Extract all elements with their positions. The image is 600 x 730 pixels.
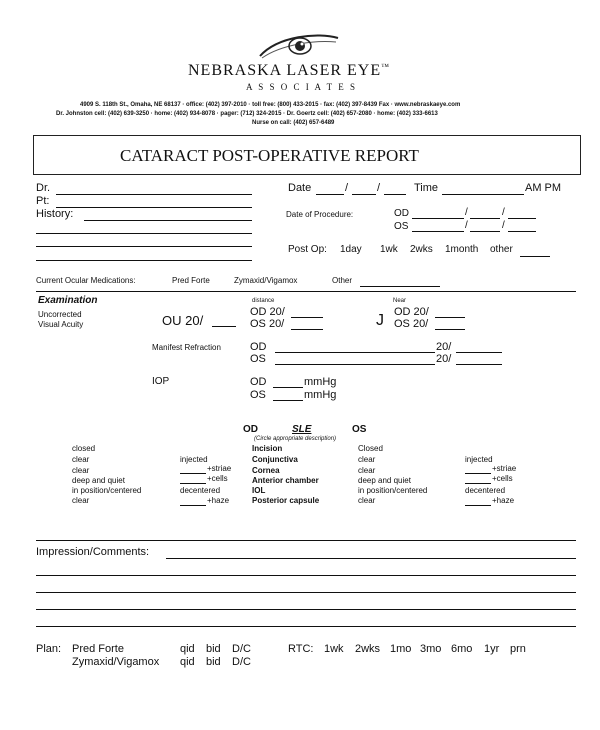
plan-med-zymaxid: Zymaxid/Vigamox: [72, 656, 160, 668]
sle-od-cells[interactable]: +cells: [207, 474, 228, 483]
medication-other-field[interactable]: [360, 286, 440, 287]
date-slash-1: /: [345, 182, 349, 194]
plan-pred-bid[interactable]: bid: [206, 643, 221, 655]
sle-os-normal-1[interactable]: clear: [358, 455, 376, 464]
plan-zym-dc[interactable]: D/C: [232, 656, 251, 668]
plan-zym-bid[interactable]: bid: [206, 656, 221, 668]
iop-od-field[interactable]: [273, 387, 303, 388]
impression-field-4[interactable]: [36, 609, 576, 610]
iop-od-label: OD: [250, 376, 267, 388]
sle-os-cells-blank[interactable]: [465, 483, 491, 484]
history-field-4[interactable]: [36, 260, 252, 261]
sle-os-normal-4[interactable]: in position/centered: [358, 486, 428, 495]
procedure-od-slash-1: /: [465, 207, 468, 218]
company-subtitle: A S S O C I A T E S: [246, 82, 357, 92]
procedure-os-year[interactable]: [508, 231, 536, 232]
sle-od-injected[interactable]: injected: [180, 455, 208, 464]
uva-label-line1: Uncorrected: [38, 310, 82, 319]
procedure-os-day[interactable]: [470, 231, 500, 232]
rtc-option-1wk[interactable]: 1wk: [324, 643, 344, 655]
manifest-os-20: 20/: [436, 353, 452, 365]
near-os-field[interactable]: [435, 329, 465, 330]
history-field-1[interactable]: [84, 220, 252, 221]
examination-heading: Examination: [38, 295, 98, 306]
impression-field-1[interactable]: [166, 558, 576, 559]
manifest-os-acuity[interactable]: [456, 364, 502, 365]
sle-os-decentered[interactable]: decentered: [465, 486, 506, 495]
sle-structure-3: Anterior chamber: [252, 476, 319, 485]
sle-od-normal-5[interactable]: clear: [72, 496, 90, 505]
plan-med-pred-forte: Pred Forte: [72, 643, 124, 655]
time-field[interactable]: [442, 194, 524, 195]
plan-label: Plan:: [36, 643, 62, 655]
postop-option-2wks[interactable]: 2wks: [410, 244, 433, 255]
manifest-os-field[interactable]: [275, 364, 435, 365]
postop-option-1month[interactable]: 1month: [445, 244, 479, 255]
distance-od-field[interactable]: [291, 317, 323, 318]
impression-label: Impression/Comments:: [36, 546, 150, 558]
rtc-label: RTC:: [288, 643, 314, 655]
manifest-od-20: 20/: [436, 341, 452, 353]
impression-field-5[interactable]: [36, 626, 576, 627]
sle-od-normal-1[interactable]: clear: [72, 455, 90, 464]
plan-pred-qid[interactable]: qid: [180, 643, 195, 655]
sle-os-normal-2[interactable]: clear: [358, 466, 376, 475]
sle-structure-2: Cornea: [252, 466, 280, 475]
manifest-od-acuity[interactable]: [456, 352, 502, 353]
near-j-label: J: [376, 312, 384, 329]
manifest-od-field[interactable]: [275, 352, 435, 353]
date-year-field[interactable]: [384, 194, 406, 195]
history-field-3[interactable]: [36, 246, 252, 247]
ou-label: OU 20/: [162, 313, 204, 328]
address-line: 4909 S. 118th St., Omaha, NE 68137 · office: (402) 397-2010 · toll free: (800) 433-2015 · fax: (402) 397-8439 Fax · www.nebraskaeye.com: [80, 102, 461, 108]
sle-header: SLE: [292, 424, 312, 435]
rtc-option-3mo[interactable]: 3mo: [420, 643, 442, 655]
distance-os-label: OS 20/: [250, 318, 285, 330]
dr-field[interactable]: [56, 194, 252, 195]
sle-od-normal-0[interactable]: closed: [72, 444, 96, 453]
history-label: History:: [36, 208, 74, 220]
iop-os-unit: mmHg: [304, 389, 337, 401]
pt-label: Pt:: [36, 195, 50, 207]
section-divider: [36, 291, 576, 292]
date-day-field[interactable]: [352, 194, 376, 195]
medication-option-pred-forte[interactable]: Pred Forte: [172, 276, 210, 285]
sle-structure-0: Incision: [252, 444, 283, 453]
sle-od-normal-3[interactable]: deep and quiet: [72, 476, 125, 485]
pt-field[interactable]: [56, 207, 252, 208]
manifest-refraction-label: Manifest Refraction: [152, 343, 221, 352]
rtc-option-1mo[interactable]: 1mo: [390, 643, 412, 655]
sle-od-cells-blank[interactable]: [180, 483, 206, 484]
postop-other-field[interactable]: [520, 256, 550, 257]
sle-od-striae[interactable]: +striae: [207, 464, 232, 473]
iop-od-unit: mmHg: [304, 376, 337, 388]
iop-os-field[interactable]: [273, 400, 303, 401]
plan-zym-qid[interactable]: qid: [180, 656, 195, 668]
rtc-option-prn[interactable]: prn: [510, 643, 526, 655]
time-label: Time: [414, 182, 439, 194]
near-label: Near: [393, 298, 407, 304]
sle-os-normal-5[interactable]: clear: [358, 496, 376, 505]
impression-field-2[interactable]: [36, 575, 576, 576]
postop-option-1day[interactable]: 1day: [340, 244, 362, 255]
plan-pred-dc[interactable]: D/C: [232, 643, 251, 655]
sle-os-normal-3[interactable]: deep and quiet: [358, 476, 411, 485]
near-os-label: OS 20/: [394, 318, 429, 330]
sle-od-normal-4[interactable]: in position/centered: [72, 486, 142, 495]
distance-label: distance: [252, 298, 275, 304]
sle-os-striae-blank[interactable]: [465, 473, 491, 474]
date-label: Date: [288, 182, 312, 194]
sle-instruction: (Circle appropriate description): [254, 436, 337, 442]
dr-label: Dr.: [36, 182, 51, 194]
sle-od-striae-blank[interactable]: [180, 473, 206, 474]
procedure-os-slash-2: /: [502, 220, 505, 231]
medications-label: Current Ocular Medications:: [36, 276, 136, 285]
ou-field[interactable]: [212, 326, 236, 327]
ampm-label[interactable]: AM PM: [525, 182, 562, 194]
sle-os-normal-0[interactable]: Closed: [358, 444, 383, 453]
history-field-2[interactable]: [36, 233, 252, 234]
procedure-od-day[interactable]: [470, 218, 500, 219]
sle-od-header: OD: [243, 424, 258, 435]
procedure-os-slash-1: /: [465, 220, 468, 231]
eye-logo-icon: [258, 30, 340, 64]
impression-divider: [36, 540, 576, 541]
near-od-field[interactable]: [435, 317, 465, 318]
impression-field-3[interactable]: [36, 592, 576, 593]
procedure-od-slash-2: /: [502, 207, 505, 218]
manifest-od-label: OD: [250, 341, 267, 353]
sle-os-cells[interactable]: +cells: [492, 474, 513, 483]
sle-structure-4: IOL: [252, 486, 266, 495]
nurse-contact-line: Nurse on call: (402) 657-6489: [252, 120, 335, 126]
near-od-label: OD 20/: [394, 306, 429, 318]
iop-os-label: OS: [250, 389, 266, 401]
date-slash-2: /: [377, 182, 381, 194]
procedure-od-label: OD: [394, 208, 409, 219]
iop-label: IOP: [152, 376, 170, 387]
rtc-option-6mo[interactable]: 6mo: [451, 643, 473, 655]
sle-os-header: OS: [352, 424, 367, 435]
date-month-field[interactable]: [316, 194, 344, 195]
postop-label: Post Op:: [288, 244, 327, 255]
postop-option-other[interactable]: other: [490, 244, 513, 255]
manifest-os-label: OS: [250, 353, 266, 365]
medication-option-other[interactable]: Other: [332, 276, 353, 285]
procedure-os-month[interactable]: [412, 231, 464, 232]
sle-od-normal-2[interactable]: clear: [72, 466, 90, 475]
sle-structure-5: Posterior capsule: [252, 496, 320, 505]
rtc-option-1yr[interactable]: 1yr: [484, 643, 500, 655]
medication-option-zymaxid[interactable]: Zymaxid/Vigamox: [234, 276, 298, 285]
report-title: CATARACT POST-OPERATIVE REPORT: [120, 146, 419, 165]
doctors-contact-line: Dr. Johnston cell: (402) 639-3250 · home: (402) 934-8078 · pager: (712) 324-2015 · Dr. Goertz cell: (402) 657-2080 · home: (402) 333-6613: [56, 111, 438, 117]
distance-od-label: OD 20/: [250, 306, 285, 318]
sle-os-striae[interactable]: +striae: [492, 464, 517, 473]
sle-od-haze-blank[interactable]: [180, 505, 206, 506]
postop-option-1wk[interactable]: 1wk: [380, 244, 398, 255]
procedure-od-month[interactable]: [412, 218, 464, 219]
sle-od-decentered[interactable]: decentered: [180, 486, 221, 495]
sle-os-haze-blank[interactable]: [465, 505, 491, 506]
procedure-os-label: OS: [394, 221, 409, 232]
sle-od-haze[interactable]: +haze: [207, 496, 230, 505]
sle-os-haze[interactable]: +haze: [492, 496, 515, 505]
procedure-od-year[interactable]: [508, 218, 536, 219]
distance-os-field[interactable]: [291, 329, 323, 330]
sle-os-injected[interactable]: injected: [465, 455, 493, 464]
rtc-option-2wks[interactable]: 2wks: [355, 643, 381, 655]
procedure-date-label: Date of Procedure:: [286, 210, 354, 219]
company-name: NEBRASKA LASER EYE™: [188, 62, 390, 79]
uva-label-line2: Visual Acuity: [38, 320, 84, 329]
sle-structure-1: Conjunctiva: [252, 455, 298, 464]
